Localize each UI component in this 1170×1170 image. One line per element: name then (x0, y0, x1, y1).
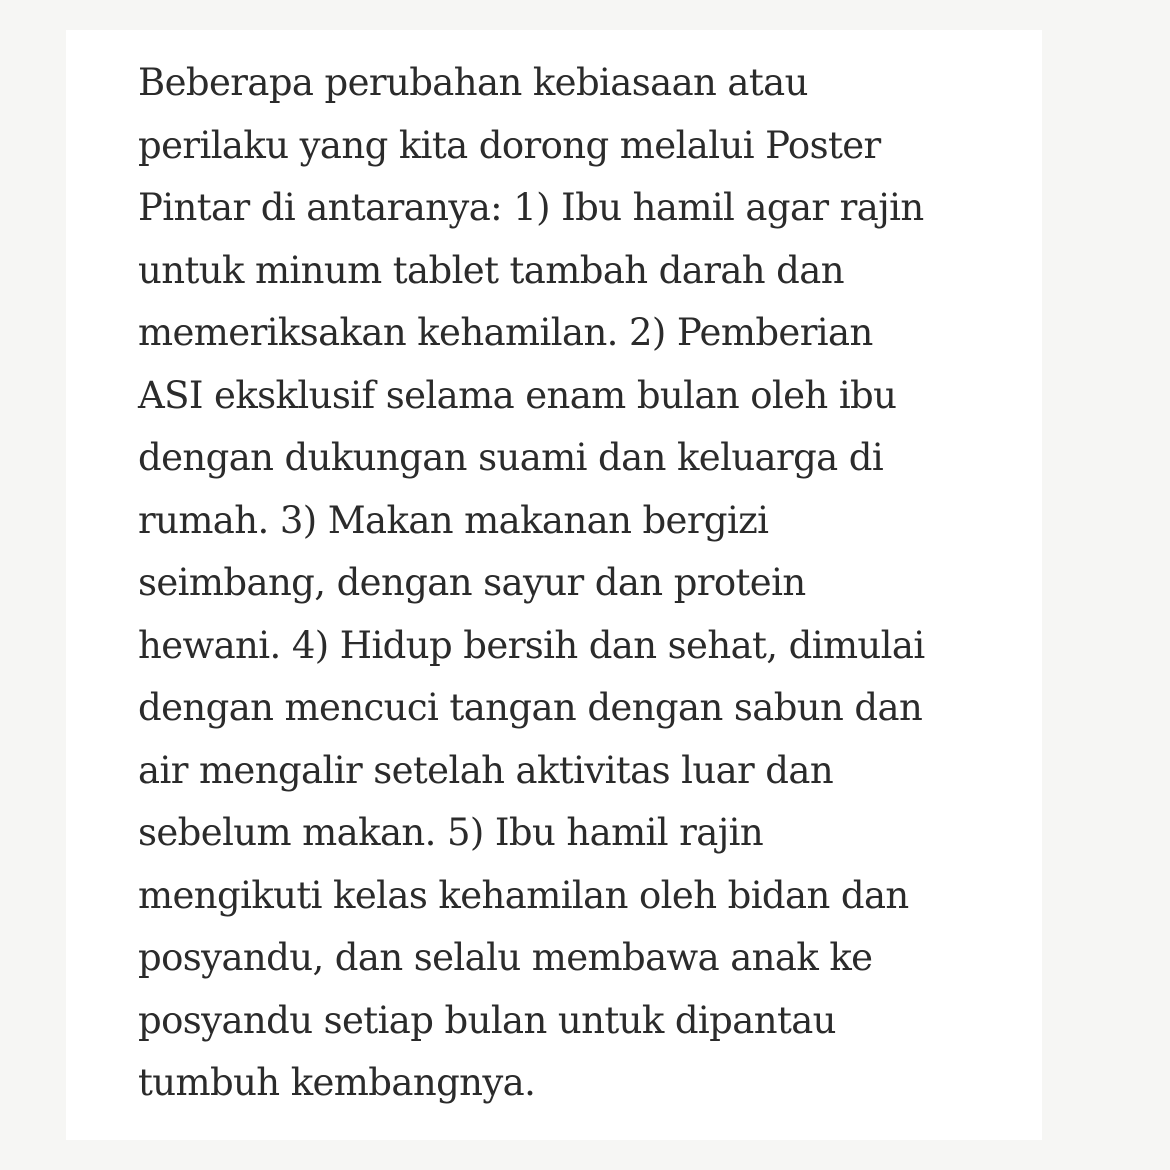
paragraph-line: Beberapa perubahan kebiasaan atau (138, 61, 808, 104)
paragraph-line: tumbuh kembangnya. (138, 1061, 536, 1104)
paragraph-line: rumah. 3) Makan makanan bergizi (138, 498, 769, 542)
article-paragraph (138, 52, 1018, 1115)
paragraph-line: Pintar di antaranya: 1) Ibu hamil agar rajin (138, 186, 924, 229)
paragraph-line: mengikuti kelas kehamilan oleh bidan dan (138, 873, 909, 917)
paragraph-line: sebelum makan. 5) Ibu hamil rajin (138, 811, 764, 854)
paragraph-line: dengan mencuci tangan dengan sabun dan (138, 686, 923, 729)
paragraph-line: seimbang, dengan sayur dan protein (138, 561, 806, 604)
paragraph-line: untuk minum tablet tambah darah dan (138, 248, 844, 292)
paragraph-line: air mengalir setelah aktivitas luar dan (138, 748, 834, 792)
paragraph-line: memeriksakan kehamilan. 2) Pemberian (138, 311, 873, 354)
paragraph-line: posyandu, dan selalu membawa anak ke (138, 936, 873, 979)
paragraph-line: posyandu setiap bulan untuk dipantau (138, 998, 836, 1042)
paragraph-line: hewani. 4) Hidup bersih dan sehat, dimulai (138, 623, 925, 667)
paragraph-line: perilaku yang kita dorong melalui Poster (138, 123, 881, 167)
paragraph-line: dengan dukungan suami dan keluarga di (138, 436, 884, 479)
article-card (66, 30, 1042, 1140)
paragraph-line: ASI eksklusif selama enam bulan oleh ibu (138, 373, 897, 417)
